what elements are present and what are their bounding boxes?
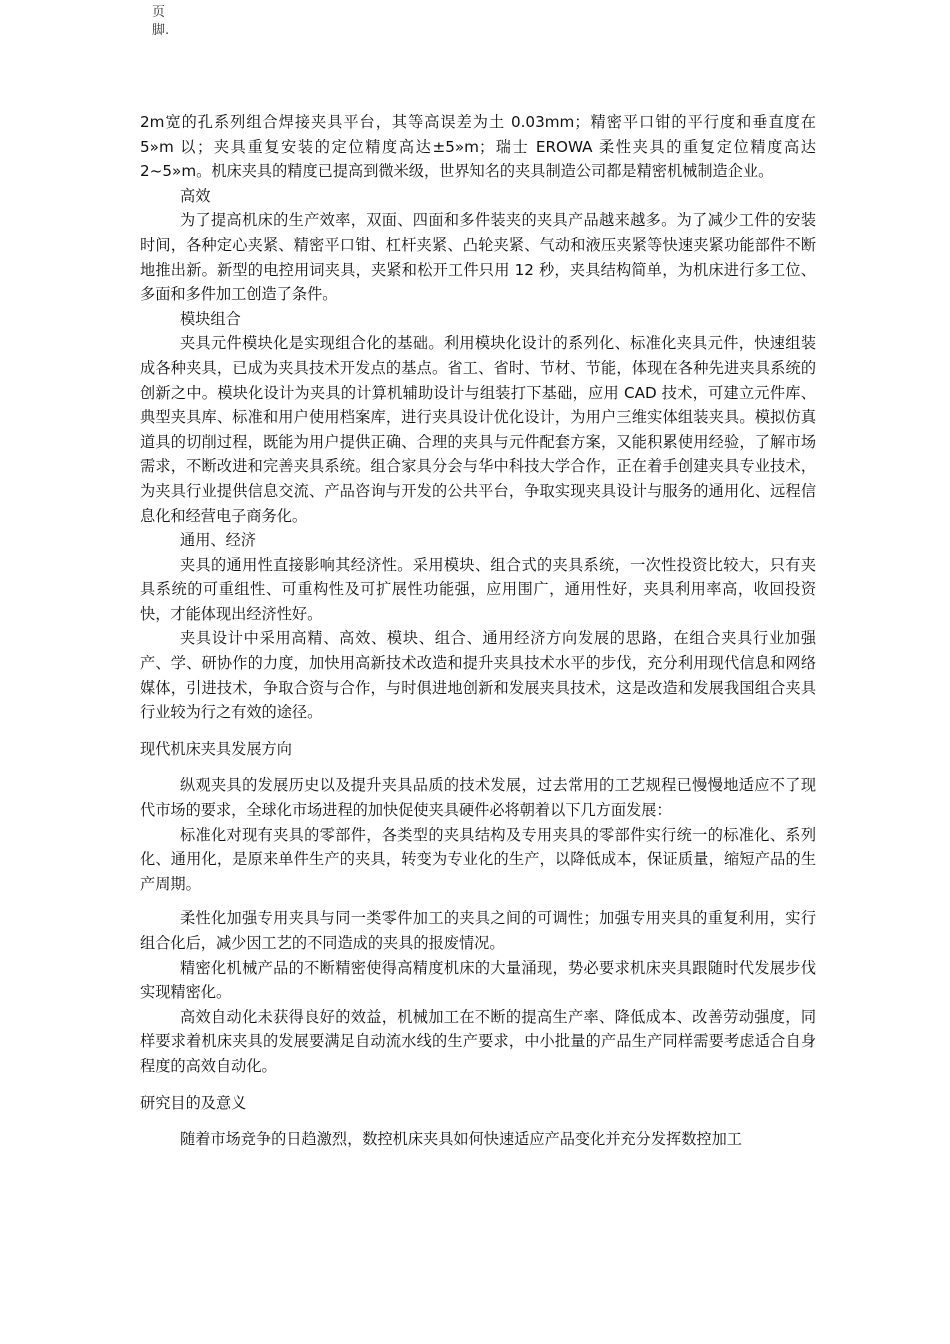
paragraph-general-economy: 夹具的通用性直接影响其经济性。采用模块、组合式的夹具系统，一次性投资比较大，只有夹具系统的可重组性、可重构性及可扩展性功能强，应用围广，通用性好，夹具利用率高，收回投资快，才能体现出经济性好。 (140, 555, 816, 623)
subheading-modular: 模块组合 (180, 309, 241, 328)
paragraph-precision: 精密化机械产品的不断精密使得高精度机床的大量涌现，势必要求机床夹具跟随时代发展步伐实现精密化。 (140, 958, 816, 1002)
document-body (140, 110, 816, 1152)
paragraph-modular: 夹具元件模块化是实现组合化的基础。利用模块化设计的系列化、标准化夹具元件，快速组装成各种夹具，已成为夹具技术开发点的基点。省工、省时、节材、节能，体现在各种先进夹具系统的创新之中。模块化设计为夹具的计算机辅助设计与组装打下基础，应用 CAD 技术，可建立元件库、典型夹具库、标准和用户使用档案库，进行夹具设计优化设计，为用户三维实体组装夹具。模拟仿真道具的切削过程，既能为用户提供正确、合理的夹具与元件配套方案，又能积累使用经验，了解市场需求，不断改进和完善夹具系统。组合家具分会与华中科技大学合作，正在着手创建夹具专业技术，为夹具行业提供信息交流、产品咨询与开发的公共平台，争取实现夹具设计与服务的通用化、远程信息化和经营电子商务化。 (140, 334, 816, 525)
paragraph-purpose: 随着市场竞争的日趋激烈，数控机床夹具如何快速适应产品变化并充分发挥数控加工 (180, 1130, 742, 1149)
paragraph-high-efficiency: 为了提高机床的生产效率，双面、四面和多件装夹的夹具产品越来越多。为了减少工件的安装时间，各种定心夹紧、精密平口钳、杠杆夹紧、凸轮夹紧、气动和液压夹紧等快速夹紧功能部件不断地推出新。新型的电控用词夹具，夹紧和松开工件只用 12 秒，夹具结构简单，为机床进行多工位、多面和多件加工创造了条件。 (140, 211, 816, 304)
paragraph-intro: 2m宽的孔系列组合焊接夹具平台，其等高误差为土 0.03mm；精密平口钳的平行度和垂直度在 5»m 以；夹具重复安装的定位精度高达±5»m；瑞士 EROWA 柔性夹具的重复定位精度高达 2~5»m。机床夹具的精度已提高到微米级，世界知名的夹具制造公司都是精密机械制造企业。 (140, 113, 816, 181)
subheading-high-efficiency: 高效 (180, 186, 211, 205)
paragraph-standardization: 标准化对现有夹具的零部件，各类型的夹具结构及专用夹具的零部件实行统一的标准化、系列化、通用化，是原来单件生产的夹具，转变为专业化的生产，以降低成本，保证质量，缩短产品的生产周期。 (140, 825, 816, 893)
section-title-development: 现代机床夹具发展方向 (140, 739, 292, 758)
paragraph-summary: 夹具设计中采用高精、高效、模块、组合、通用经济方向发展的思路，在组合夹具行业加强产、学、研协作的力度，加快用高新技术改造和提升夹具技术水平的步伐，充分利用现代信息和网络媒体，引进技术，争取合资与合作，与时俱进地创新和发展夹具技术，这是改造和发展我国组合夹具行业较为行之有效的途径。 (140, 629, 816, 722)
paragraph-development-intro: 纵观夹具的发展历史以及提升夹具品质的技术发展，过去常用的工艺规程已慢慢地适应不了现代市场的要求，全球化市场进程的加快促使夹具硬件必将朝着以下几方面发展： (140, 776, 816, 820)
section-title-purpose: 研究目的及意义 (140, 1093, 247, 1112)
paragraph-automation: 高效自动化未获得良好的效益，机械加工在不断的提高生产率、降低成本、改善劳动强度，同样要求着机床夹具的发展要满足自动流水线的生产要求，中小批量的产品生产同样需要考虑适合自身程度的高效自动化。 (140, 1007, 816, 1075)
paragraph-flexibility: 柔性化加强专用夹具与同一类零件加工的夹具之间的可调性；加强专用夹具的重复利用，实行组合化后，减少因工艺的不同造成的夹具的报废情况。 (140, 909, 816, 952)
subheading-general-economy: 通用、经济 (180, 531, 256, 550)
header-line-1: 页 (152, 5, 166, 20)
header-line-2: 脚. (152, 23, 170, 38)
page-header (152, 4, 169, 40)
